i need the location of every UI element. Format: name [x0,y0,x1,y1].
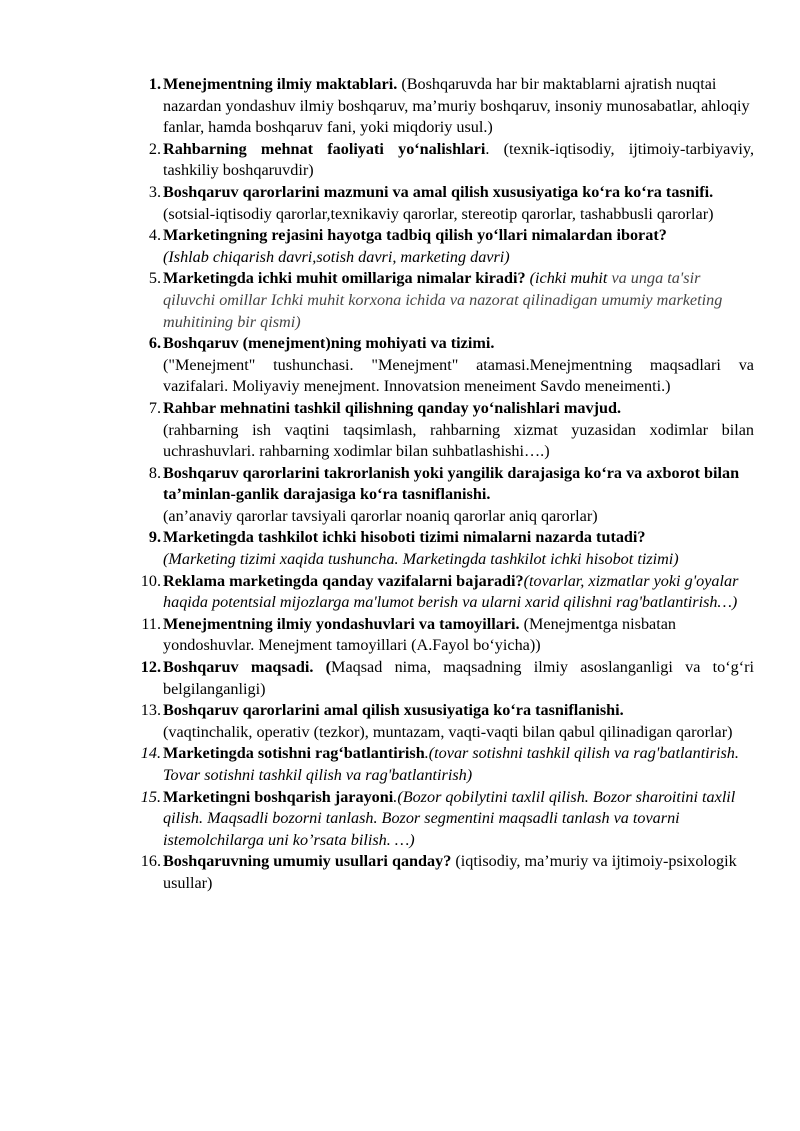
item-title: Marketingda tashkilot ichki hisoboti tizimi nimalarni nazarda tutadi? [163,528,646,547]
item-number: 8. [148,463,161,482]
item-title: Boshqaruv qarorlarini amal qilish xususiyatiga ko‘ra tasniflanishi. [163,701,624,720]
item-number: 15. [140,787,161,806]
item-number: 9. [148,528,161,547]
list-item [120,527,754,570]
item-number: 5. [148,269,161,288]
item-title: Reklama marketingda qanday vazifalarni bajaradi? [163,571,524,590]
item-number: 4. [148,226,161,245]
item-answer: (Menejmentga nisbatan yondoshuvlar. Menejment tamoyillari (A.Fayol bo‘yicha)) [163,614,677,655]
list-item [120,851,754,894]
question-list [120,74,754,895]
item-number: 11. [141,614,161,633]
item-number: 14. [140,744,161,763]
item-answer: (ichki muhit [529,269,608,288]
item-title: Boshqaruv qarorlarini mazmuni va amal qilish xususiyatiga ko‘ra ko‘ra tasnifi. [163,182,714,201]
item-title: Rahbar mehnatini tashkil qilishning qanday yo‘nalishlari mavjud. [163,398,622,417]
document-page [120,74,754,895]
item-number: 7. [148,398,161,417]
list-item [120,139,754,182]
item-number: 2. [148,139,161,158]
item-title: Marketingning rejasini hayotga tadbiq qilish yo‘llari nimalardan iborat? [163,226,667,245]
item-answer: (sotsial-iqtisodiy qarorlar,texnikaviy qarorlar, stereotip qarorlar, tashabbusli qarorlar) [163,204,714,223]
list-item [120,463,754,528]
item-number: 13. [140,701,161,720]
item-answer: (vaqtinchalik, operativ (tezkor), muntazam, vaqti-vaqti bilan qabul qilinadigan qarorlar) [163,722,733,741]
item-number: 12. [140,658,161,677]
item-title: Rahbarning mehnat faoliyati yo‘nalishlari [163,139,486,158]
list-item [120,398,754,463]
item-title: Menejmentning ilmiy yondashuvlari va tamoyillari. [163,614,520,633]
list-item [120,268,754,333]
list-item [120,614,754,657]
item-number: 3. [148,182,161,201]
item-answer: ("Menejment" tushunchasi. "Menejment" atamasi.Menejmentning maqsadlari va vazifalari. Moliyaviy menejment. Innovatsion meneiment Savdo meneimenti.) [163,355,754,396]
list-item [120,182,754,225]
item-answer: (Boshqaruvda har bir maktablarni ajratish nuqtai nazardan yondashuv ilmiy boshqaruv, ma’muriy boshqaruv, insoniy munosabatlar, ahloqiy fanlar, hamda boshqaruv fani, yoki miqdoriy usul.) [163,75,750,137]
item-answer: (Ishlab chiqarish davri,sotish davri, marketing davri) [163,247,510,266]
list-item [120,657,754,700]
item-title: Boshqaruvning umumiy usullari qanday? [163,852,452,871]
item-answer: .(tovar sotishni tashkil qilish va rag'batlantirish. Tovar sotishni tashkil qilish va rag'batlantirish) [163,744,739,784]
list-item [120,333,754,398]
list-item [120,743,754,786]
list-item [120,700,754,743]
item-title: Marketingda sotishni rag‘batlantirish [163,744,425,763]
item-number: 16. [140,852,161,871]
item-title: Marketingda ichki muhit omillariga nimalar kiradi? [163,269,526,288]
item-answer: (rahbarning ish vaqtini taqsimlash, rahbarning xizmat yuzasidan xodimlar bilan uchrashuvlari. rahbarning xodimlar bilan suhbatlashishi….) [163,420,754,461]
item-answer: Maqsad nima, maqsadning ilmiy asoslanganligi va to‘g‘ri belgilanganligi) [163,658,755,698]
item-answer: .(Bozor qobilytini taxlil qilish. Bozor sharoitini taxlil qilish. Maqsadli bozorni tanlash. Bozor segmentini maqsadli tanlash va tovarni istemolchilarga uni ko’rsata bilish. …) [163,787,736,849]
item-answer: (an’anaviy qarorlar tavsiyali qarorlar noaniq qarorlar aniq qarorlar) [163,506,598,525]
item-title: Boshqaruv qarorlarini takrorlanish yoki yangilik darajasiga ko‘ra va axborot bilan ta’minlan-ganlik darajasiga ko‘ra tasniflanishi. [163,463,740,504]
item-answer: (tovarlar, xizmatlar yoki g'oyalar haqida potentsial mijozlarga ma'lumot berish va ularni xarid qilishni rag'batlantirish…) [163,571,739,612]
item-title: Menejmentning ilmiy maktablari. [163,75,398,93]
list-item [120,571,754,614]
list-item [120,74,754,139]
item-answer: (iqtisodiy, ma’muriy va ijtimoiy-psixologik usullar) [163,852,737,892]
item-answer: (Marketing tizimi xaqida tushuncha. Marketingda tashkilot ichki hisobot tizimi) [163,550,679,569]
item-title: Boshqaruv (menejment)ning mohiyati va tizimi. [163,334,495,353]
item-title: Boshqaruv maqsadi. ( [163,658,332,677]
item-number: 6. [148,334,161,353]
item-answer: . (texnik-iqtisodiy, ijtimoiy-tarbiyaviy, tashkiliy boshqaruvdir) [163,139,755,180]
item-title: Marketingni boshqarish jarayoni [163,787,394,806]
item-number: 10. [140,571,161,590]
list-item [120,225,754,268]
item-number: 1. [148,75,161,93]
list-item [120,787,754,852]
item-answer-continued: va unga ta'sir qiluvchi omillar Ichki muhit korxona ichida va nazorat qilinadigan umumiy marketing muhitining bir qismi) [163,269,723,331]
